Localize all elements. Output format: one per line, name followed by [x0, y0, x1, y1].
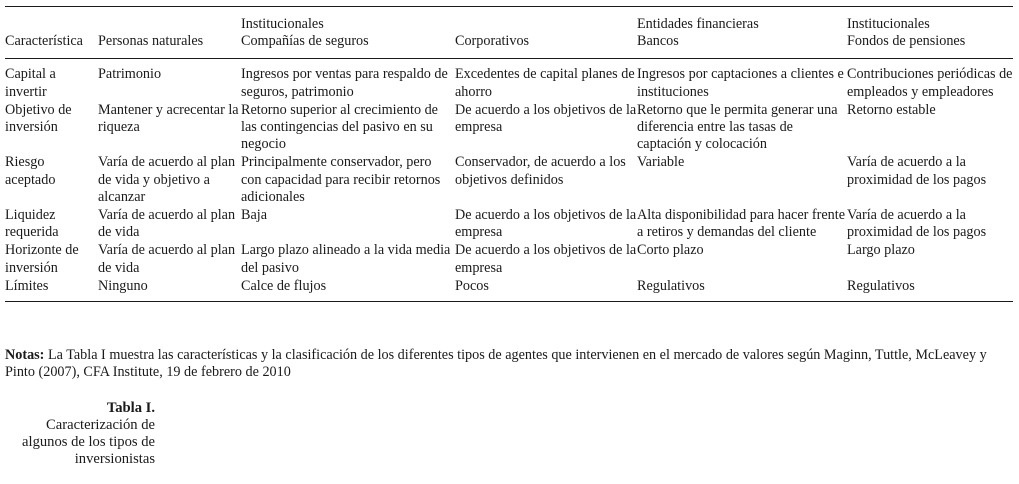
table-cell: Largo plazo alineado a la vida media del pasivo [241, 242, 451, 276]
table-cell: Retorno estable [847, 101, 936, 118]
header-label: Característica [5, 33, 83, 50]
table-row-limits [5, 278, 1013, 301]
header-cell-natural-persons [98, 7, 241, 58]
header-group-label: Entidades financieras [637, 16, 759, 32]
characterization-table [5, 7, 1013, 301]
table-cell: Largo plazo [847, 242, 915, 259]
table-cell: Conservador, de acuerdo a los objetivos definidos [455, 154, 626, 188]
header-group-label [98, 16, 241, 33]
header-cell-corporate [455, 7, 637, 58]
characterization-table-container [5, 6, 1013, 302]
table-cell: Varía de acuerdo al plan de vida [98, 207, 236, 241]
table-notes [5, 347, 1015, 381]
table-cell: Ninguno [98, 277, 148, 294]
table-cell: Alta disponibilidad para hacer frente a retiros y demandas del cliente [637, 207, 845, 241]
table-row-capital [5, 59, 1013, 101]
table-cell: Patrimonio [98, 66, 162, 83]
table-cell: De acuerdo a los objetivos de la empresa [455, 101, 637, 136]
row-label-cell: Liquidez requerida [5, 207, 59, 241]
row-label-cell: Límites [5, 277, 49, 294]
table-cell: Corto plazo [637, 242, 704, 259]
table-cell: Varía de acuerdo al plan de vida y objetivo a alcanzar [98, 154, 236, 205]
header-group-label: Institucionales [241, 16, 324, 32]
table-row-liquidity [5, 207, 1013, 242]
table-cell: Retorno superior al crecimiento de las contingencias del pasivo en su negocio [241, 101, 438, 153]
table-cell: De acuerdo a los objetivos de la empresa [455, 242, 637, 276]
header-row [5, 7, 1013, 58]
row-label-cell: Horizonte de inversión [5, 242, 79, 276]
table-cell: Excedentes de capital planes de ahorro [455, 66, 635, 100]
row-label-cell: Capital a invertir [5, 66, 56, 100]
table-bottom-rule [5, 301, 1013, 302]
header-cell-characteristic [5, 7, 98, 58]
header-label: Compañías de seguros [241, 33, 369, 50]
table-cell: Regulativos [847, 277, 915, 294]
table-cell: Principalmente conservador, pero con capacidad para recibir retornos adicionales [241, 154, 441, 205]
table-cell: Varía de acuerdo al plan de vida [98, 242, 236, 276]
header-group-label: Institucionales [847, 16, 930, 32]
table-cell: Mantener y acrecentar la riqueza [98, 101, 239, 136]
row-label-cell: Objetivo de inversión [5, 101, 72, 136]
table-cell: Varía de acuerdo a la proximidad de los pagos [847, 207, 987, 241]
table-row-horizon [5, 242, 1013, 277]
notes-label: Notas: [5, 347, 45, 363]
table-cell: Pocos [455, 277, 489, 294]
header-cell-banks [637, 7, 847, 58]
table-cell: Variable [637, 154, 685, 171]
header-label: Corporativos [455, 33, 530, 50]
caption-title: Tabla I. [106, 400, 155, 416]
header-group-label [455, 16, 637, 33]
header-group-label [5, 16, 98, 33]
table-cell: Baja [241, 207, 267, 224]
table-cell: Ingresos por captaciones a clientes e instituciones [637, 66, 844, 100]
header-cell-insurance-companies [241, 7, 455, 58]
table-caption [5, 400, 155, 468]
table-body [5, 58, 1013, 301]
table-cell: Regulativos [637, 277, 705, 294]
row-label-cell: Riesgo aceptado [5, 154, 56, 188]
header-label: Personas naturales [98, 33, 204, 50]
table-cell: Contribuciones periódicas de empleados y empleadores [847, 66, 1013, 100]
table-cell: Retorno que le permita generar una diferencia entre las tasas de captación y colocación [637, 101, 838, 153]
table-row-objective [5, 102, 1013, 155]
caption-description: Caracterización de algunos de los tipos de inversionistas [22, 417, 155, 467]
table-header [5, 7, 1013, 58]
header-label: Bancos [637, 33, 679, 50]
table-cell: Ingresos por ventas para respaldo de seguros, patrimonio [241, 66, 448, 100]
table-cell: Varía de acuerdo a la proximidad de los pagos [847, 154, 987, 188]
header-label: Fondos de pensiones [847, 33, 966, 50]
header-cell-pension-funds [847, 7, 1013, 58]
table-cell: Calce de flujos [241, 277, 327, 294]
notes-text: La Tabla I muestra las características y la clasificación de los diferentes tipos de agentes que intervienen en el mercado de valores según Maginn, Tuttle, McLeavey y Pinto (2007), CFA Institute, 19 de febrero de 2010 [5, 347, 987, 380]
table-row-risk [5, 154, 1013, 207]
table-cell: De acuerdo a los objetivos de la empresa [455, 207, 637, 241]
